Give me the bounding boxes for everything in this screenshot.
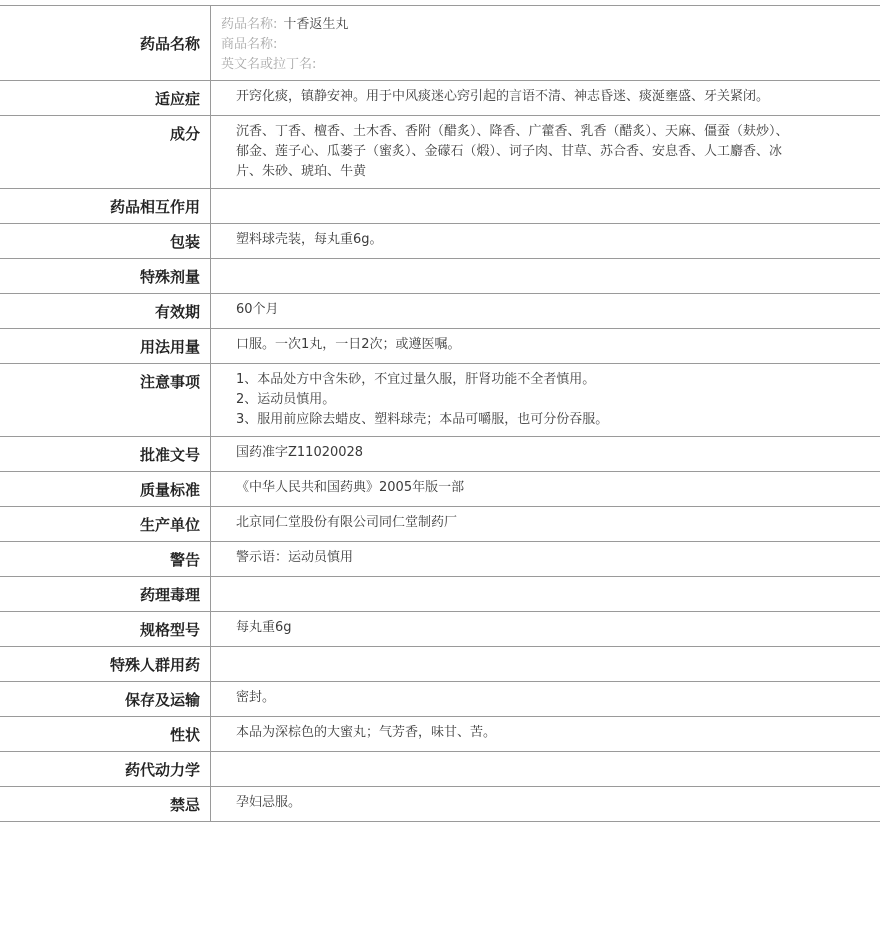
row-label: 药品相互作用 [0,189,211,224]
table-row-shelf-life [0,294,880,329]
row-value [211,752,880,787]
row-value: 北京同仁堂股份有限公司同仁堂制药厂 [211,507,880,542]
precaution-item: 1、本品处方中含朱砂，不宜过量久服，肝肾功能不全者慎用。 [236,370,790,390]
table-row-special-dosage [0,259,880,294]
generic-name-line [221,15,860,35]
row-value: 60个月 [211,294,880,329]
table-row-warning [0,542,880,577]
row-value: 口服。一次1丸，一日2次；或遵医嘱。 [211,329,880,364]
row-label: 批准文号 [0,437,211,472]
table-row-description [0,717,880,752]
row-value [211,364,880,437]
row-label: 规格型号 [0,612,211,647]
row-label: 药品名称 [0,6,211,81]
table-row-packaging [0,224,880,259]
row-value: 沉香、丁香、檀香、土木香、香附（醋炙）、降香、广藿香、乳香（醋炙）、天麻、僵蚕（麸炒）、郁金、莲子心、瓜蒌子（蜜炙）、金礞石（煅）、诃子肉、甘草、苏合香、安息香、人工麝香、冰片、朱砂、琥珀、牛黄 [211,116,880,189]
row-label: 质量标准 [0,472,211,507]
row-label: 药代动力学 [0,752,211,787]
row-value: 每丸重6g [211,612,880,647]
row-label: 特殊剂量 [0,259,211,294]
table-row-approval-number [0,437,880,472]
row-label: 性状 [0,717,211,752]
english-name-key: 英文名或拉丁名: [221,57,316,72]
row-value [211,647,880,682]
row-value [211,577,880,612]
generic-name-key: 药品名称: [221,17,277,32]
english-name-line [221,55,860,75]
row-label: 药理毒理 [0,577,211,612]
table-row-storage [0,682,880,717]
drug-info-table [0,5,880,822]
row-label: 生产单位 [0,507,211,542]
generic-name-value: 十香返生丸 [283,17,348,32]
row-label: 注意事项 [0,364,211,437]
row-label: 包装 [0,224,211,259]
table-row-quality-standard [0,472,880,507]
row-value: 警示语：运动员慎用 [211,542,880,577]
row-value: 密封。 [211,682,880,717]
row-label: 禁忌 [0,787,211,822]
row-label: 适应症 [0,81,211,116]
row-value: 孕妇忌服。 [211,787,880,822]
row-value: 塑料球壳装，每丸重6g。 [211,224,880,259]
row-value: 《中华人民共和国药典》2005年版一部 [211,472,880,507]
table-row-manufacturer [0,507,880,542]
table-row-precautions [0,364,880,437]
table-row-ingredients [0,116,880,189]
row-label: 成分 [0,116,211,189]
row-value: 开窍化痰，镇静安神。用于中风痰迷心窍引起的言语不清、神志昏迷、痰涎壅盛、牙关紧闭。 [211,81,880,116]
precaution-item: 3、服用前应除去蜡皮、塑料球壳；本品可嚼服，也可分份吞服。 [236,410,790,430]
table-row-pharmacology [0,577,880,612]
trade-name-key: 商品名称: [221,37,277,52]
row-value [211,259,880,294]
table-row-interactions [0,189,880,224]
row-label: 警告 [0,542,211,577]
row-value: 国药准字Z11020028 [211,437,880,472]
row-label: 用法用量 [0,329,211,364]
table-row-pharmacokinetics [0,752,880,787]
row-label: 特殊人群用药 [0,647,211,682]
table-row-drug-name [0,6,880,81]
row-label: 有效期 [0,294,211,329]
table-row-contraindications [0,787,880,822]
row-value: 本品为深棕色的大蜜丸；气芳香，味甘、苦。 [211,717,880,752]
row-label: 保存及运输 [0,682,211,717]
table-row-indications [0,81,880,116]
drug-names-cell [211,6,880,81]
row-value [211,189,880,224]
table-row-special-populations [0,647,880,682]
table-row-dosage [0,329,880,364]
table-row-specification [0,612,880,647]
precaution-item: 2、运动员慎用。 [236,390,790,410]
trade-name-line [221,35,860,55]
